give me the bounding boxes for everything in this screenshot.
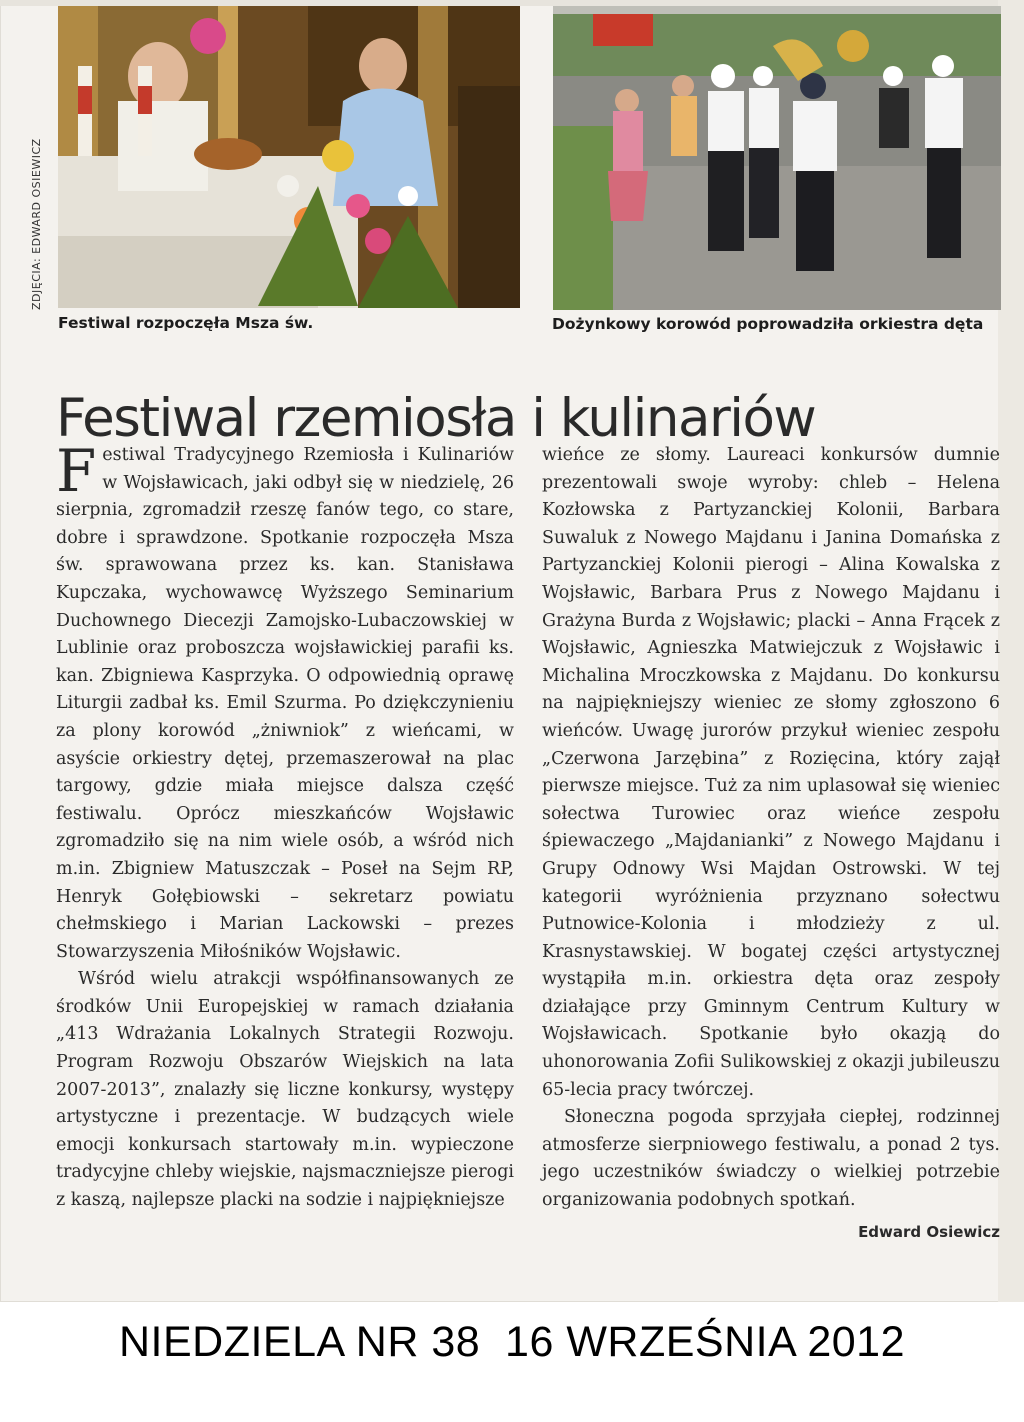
article-author: Edward Osiewicz xyxy=(858,1222,1000,1241)
photo-procession xyxy=(553,6,1001,310)
photo-credit: ZDJĘCIA: EDWARD OSIEWICZ xyxy=(30,138,43,310)
caption-procession: Dożynkowy korowód poprowadziła orkiestra dęta xyxy=(552,315,984,333)
article-paragraph-4: Słoneczna pogoda sprzyjała ciepłej, rodzinnej atmosferze sierpniowego festiwalu, a ponad 2 tys. jego uczestników świadczy o wielkiej potrzebie organizowania podobnych spotkań. xyxy=(542,1107,1000,1211)
article-column-left xyxy=(56,437,514,1215)
article-paragraph-2: Wśród wielu atrakcji współfinansowanych ze środków Unii Europejskiej w ramach działania „413 Wdrażania Lokalnych Strategii Rozwoju. Program Rozwoju Obszarów Wiejskich na lata 2007-2013”, znalazły się liczne konkursy, występy artystyczne i prezentacje. W budzących wiele emocji konkursach startowały m.in. wypieczone tradycyjne chleby wiejskie, najsmaczniejsze pierogi z kaszą, najlepsze placki na sodzie i najpiękniejsze xyxy=(56,969,514,1211)
caption-mass: Festiwal rozpoczęła Msza św. xyxy=(58,314,314,332)
clipping-right-edge xyxy=(998,0,1024,1302)
article-headline: Festiwal rzemiosła i kulinariów xyxy=(56,387,816,449)
publication-source: NIEDZIELA NR 38 16 WRZEŚNIA 2012 xyxy=(118,1318,906,1366)
paragraph-1-text: estiwal Tradycyjnego Rzemiosła i Kulinariów w Wojsławicach, jaki odbył się w niedzielę, 26 sierpnia, zgromadził rzeszę fanów tego, co stare, dobre i sprawdzone. Spotkanie rozpoczęła Msza św. sprawowana przez ks. kan. Stanisława Kupczaka, wychowawcę Wyższego Seminarium Duchownego Diecezji Zamojsko-Lubaczowskiej w Lublinie oraz proboszcza wojsławickiej parafii ks. kan. Zbigniewa Kasprzyka. O odpowiednią oprawę Liturgii zadbał ks. Emil Szurma. Po dziękczynieniu za plony korowód „żniwniok” z wieńcami, w asyście orkiestry dętej, przemaszerował na plac targowy, gdzie miała miejsce dalsza część festiwalu. Oprócz mieszkańców Wojsławic zgromadziło się na nim wiele osób, a wśród nich m.in. Zbigniew Matuszczak – Poseł na Sejm RP, Henryk Gołębiowski – sekretarz powiatu chełmskiego i Marian Lackowski – prezes Stowarzyszenia Miłośników Wojsławic. xyxy=(56,445,514,962)
article-paragraph-1 xyxy=(56,437,514,966)
article-paragraph-3: wieńce ze słomy. Laureaci konkursów dumnie prezentowali swoje wyroby: chleb – Helena Kozłowska z Partyzanckiej Kolonii, Barbara Suwaluk z Nowego Majdanu i Janina Domańska z Partyzanckiej Kolonii pierogi – Alina Kowalska z Wojsławic, Barbara Prus z Nowego Majdanu i Grażyna Burda z Wojsławic; placki – Anna Frącek z Wojsławic, Agnieszka Matwiejczuk z Wojsławic i Michalina Mroczkowska z Majdanu. Do konkursu na najpiękniejszy wieniec ze słomy zgłoszono 6 wieńców. Uwagę jurorów przykuł wieniec zespołu „Czerwona Jarzębina” z Rozięcina, który zajął pierwsze miejsce. Tuż za nim uplasował się wieniec sołectwa Turowiec oraz wieńce zespołu śpiewaczego „Majdanianki” z Nowego Majdanu i Grupy Odnowy Wsi Majdan Ostrowski. W tej kategorii wyróżnienia przyznano sołectwu Putnowice-Kolonia i młodzieży z ul. Krasnystawskiej. W bogatej części artystycznej wystąpiła m.in. orkiestra dęta oraz zespoły działające przy Gminnym Centrum Kultury w Wojsławicach. Spotkanie było okazją do uhonorowania Zofii Sulikowskiej z okazji jubileuszu 65-lecia pracy twórczej. xyxy=(542,445,1000,1100)
photo-mass xyxy=(58,6,520,308)
article-column-right xyxy=(542,442,1000,1246)
drop-cap: F xyxy=(56,437,97,505)
